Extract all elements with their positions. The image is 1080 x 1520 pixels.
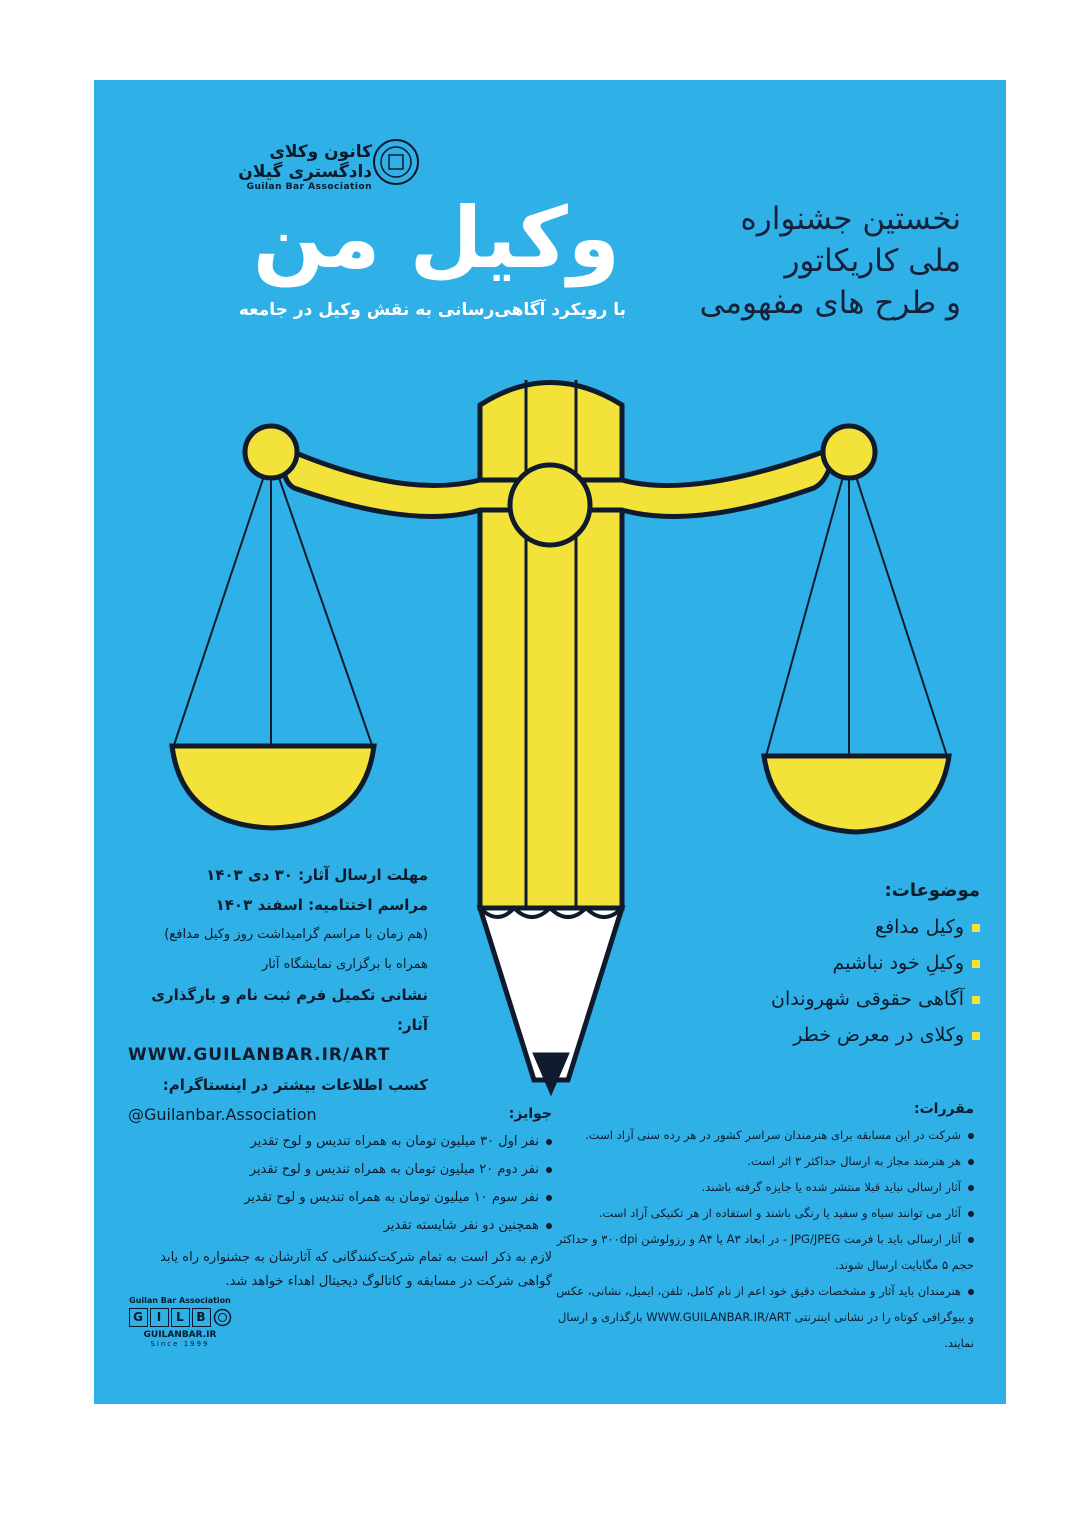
rule-text: آثار می توانند سیاه و سفید یا رنگی باشند و استفاده از هر تکنیکی آزاد است. (598, 1206, 961, 1220)
square-bullet-icon (972, 960, 980, 968)
gilb-logo (124, 1296, 236, 1348)
prize-text: نفر اول ۳۰ میلیون تومان به همراه تندیس و لوح تقدیر (250, 1134, 539, 1149)
rules-title: مقررات: (914, 1101, 974, 1117)
logo-since: Since 1999 (150, 1340, 210, 1348)
poster (94, 80, 1006, 1404)
prize-text: همچنین دو نفر شایسته تقدیر (383, 1218, 539, 1233)
topic-item (734, 981, 980, 1017)
rule-item (554, 1278, 974, 1356)
topic-label: وکلای در معرض خطر (793, 1024, 964, 1046)
subtitle-line: ملی کاریکاتور (784, 243, 961, 279)
festival-title: وکیل من (252, 189, 620, 287)
rule-text: هر هنرمند مجاز به ارسال حداکثر ۳ اثر است. (747, 1154, 961, 1168)
rule-item (554, 1122, 974, 1148)
topic-label: وکیلِ خود نباشیم (832, 952, 964, 974)
rule-text: آثار ارسالی نباید قبلا منتشر شده یا جایزه گرفته باشند. (701, 1180, 961, 1194)
prize-item (122, 1184, 552, 1212)
org-name-fa: کانون وکلای دادگستری گیلان (238, 142, 372, 182)
deadline-text: مهلت ارسال آثار: ۳۰ دی ۱۴۰۳ (206, 866, 428, 884)
bullet-icon (968, 1185, 974, 1191)
org-name-en: Guilan Bar Association (246, 182, 372, 192)
topic-item (734, 945, 980, 981)
prizes-note: لازم به ذکر است به تمام شرکت‌کنندگانی که آثارشان به جشنواره راه یابد گواهی شرکت در مسابقه و کاتالوگ دیجیتال اهداء خواهد شد. (160, 1250, 552, 1289)
subtitle-line: نخستین جشنواره (740, 201, 961, 237)
square-bullet-icon (972, 996, 980, 1004)
logo-site: GUILANBAR.IR (143, 1330, 217, 1340)
bullet-icon (968, 1133, 974, 1139)
prize-text: نفر سوم ۱۰ میلیون تومان به همراه تندیس و لوح تقدیر (244, 1190, 539, 1205)
logo-letter: G (129, 1308, 148, 1327)
rule-text: هنرمندان باید آثار و مشخصات دقیق خود اعم از نام کامل، تلفن، ایمیل، نشانی، عکس و بیوگرافی کوتاه را در نشانی اینترنتی WWW.GUILANBAR.IR/ART بارگذاری و ارسال نمایند. (556, 1284, 974, 1350)
bullet-icon (546, 1223, 552, 1229)
rule-item (554, 1148, 974, 1174)
rule-text: شرکت در این مسابقه برای هنرمندان سراسر کشور در هر رده سنی آزاد است. (585, 1128, 961, 1142)
pencil-tip (480, 908, 622, 1090)
topics-section (734, 880, 980, 1053)
rule-item (554, 1226, 974, 1278)
square-bullet-icon (972, 924, 980, 932)
logo-letter: L (171, 1308, 190, 1327)
rule-item (554, 1200, 974, 1226)
logo-letter: I (150, 1308, 169, 1327)
bullet-icon (968, 1159, 974, 1165)
topic-item (734, 909, 980, 945)
ceremony-text: مراسم اختتامیه: اسفند ۱۴۰۳ (215, 896, 428, 914)
subtitle-line: و طرح های مفهومی (699, 285, 961, 321)
logo-letter: B (192, 1308, 211, 1327)
rule-item (554, 1174, 974, 1200)
prize-item (122, 1212, 552, 1240)
ceremony-note: (هم زمان با مراسم گرامیداشت روز وکیل مدافع) (164, 927, 428, 942)
logo-letters (124, 1308, 236, 1327)
bullet-icon (546, 1167, 552, 1173)
rule-text: آثار ارسالی باید با فرمت JPG/JPEG - در ابعاد A۳ یا A۴ و رزولوشن ۳۰۰dpi و حداکثر حجم ۵ مگابایت ارسال شوند. (556, 1232, 974, 1272)
prizes-title: جوایز: (508, 1106, 552, 1122)
bullet-icon (546, 1139, 552, 1145)
prizes-section (122, 1100, 552, 1294)
topic-item (734, 1017, 980, 1053)
prize-item (122, 1156, 552, 1184)
bullet-icon (546, 1195, 552, 1201)
seal-icon (213, 1308, 232, 1327)
instagram-handle[interactable]: @Guilanbar.Association (128, 1105, 317, 1124)
topics-title: موضوعات: (884, 880, 980, 901)
exhibition-text: همراه با برگزاری نمایشگاه آثار (261, 957, 428, 972)
registration-url[interactable]: WWW.GUILANBAR.IR/ART (128, 1045, 391, 1065)
rules-section (554, 1096, 974, 1356)
topic-label: وکیل مدافع (874, 916, 964, 938)
instagram-label: کسب اطلاعات بیشتر در اینستاگرام: (162, 1076, 428, 1094)
tagline: با رویکرد آگاهی‌رسانی به نقش وکیل در جامعه (238, 300, 626, 320)
prize-item (122, 1128, 552, 1156)
bullet-icon (968, 1289, 974, 1295)
square-bullet-icon (972, 1032, 980, 1040)
bullet-icon (968, 1237, 974, 1243)
prize-text: نفر دوم ۲۰ میلیون تومان به همراه تندیس و لوح تقدیر (249, 1162, 539, 1177)
bullet-icon (968, 1211, 974, 1217)
logo-top-text: Guilan Bar Association (129, 1296, 231, 1305)
form-label: نشانی تکمیل فرم ثبت نام و بارگذاری آثار: (151, 986, 428, 1034)
pencil-body (480, 380, 622, 908)
topic-label: آگاهی حقوقی شهروندان (771, 988, 964, 1010)
dates-info (128, 860, 428, 1130)
